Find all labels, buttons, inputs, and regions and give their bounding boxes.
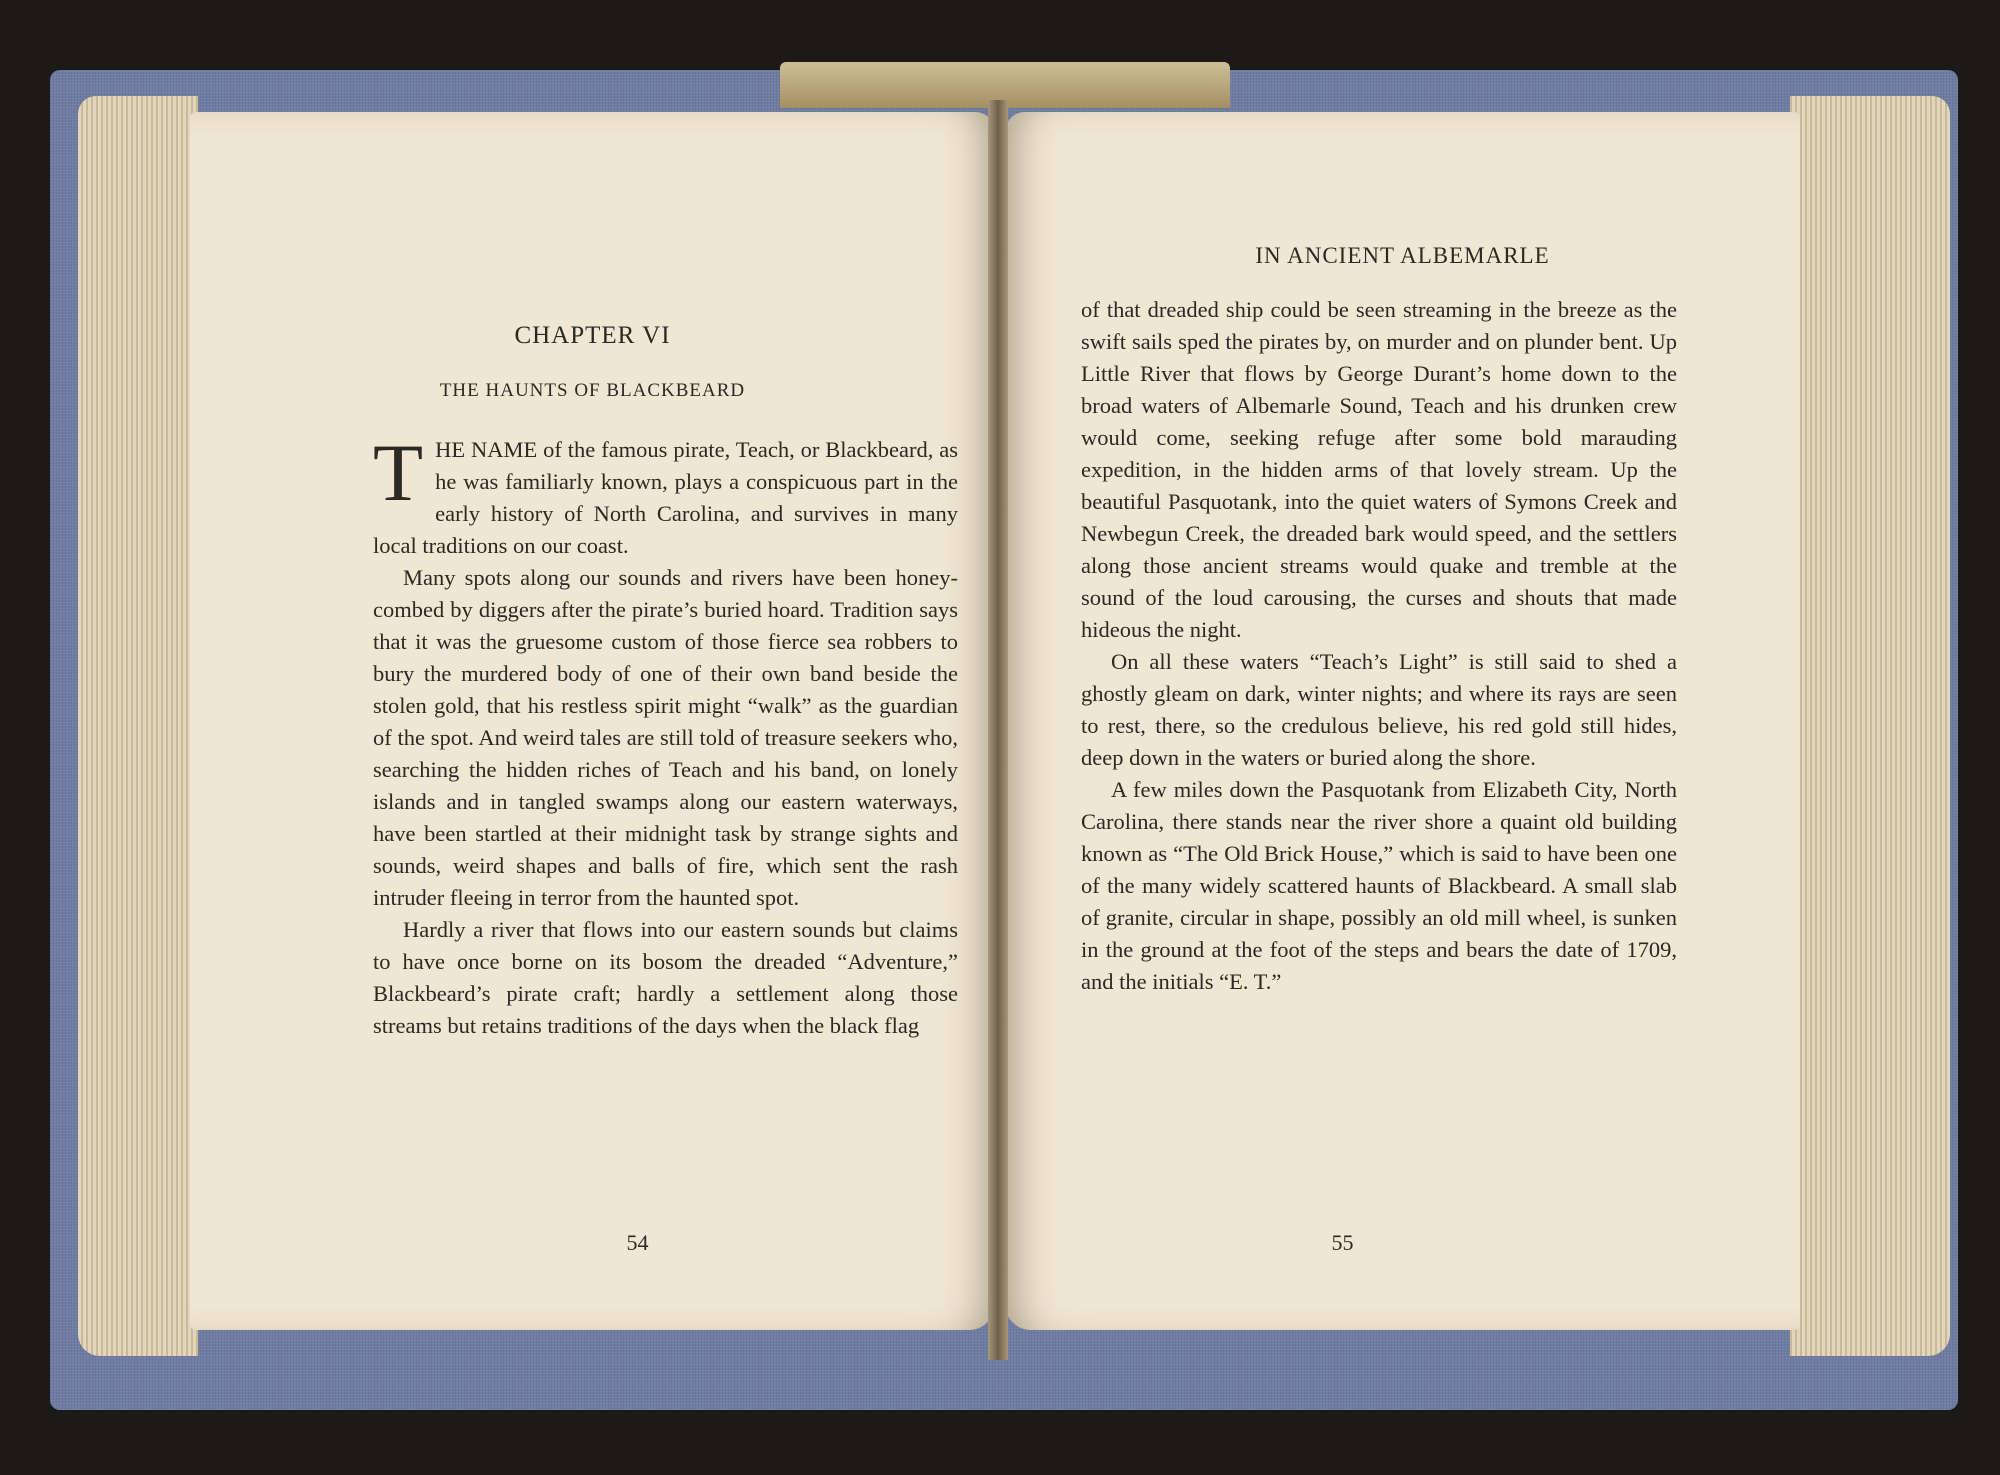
right-page-text	[1081, 294, 1677, 998]
paragraph	[373, 427, 958, 562]
paragraph: of that dreaded ship could be seen streaming in the breeze as the swift sails sped the pirates by, on murder and on plunder bent. Up Little River that flows by George Durant’s home down to the broad waters of Albemarle Sound, Teach and his drunken crew would come, seeking refuge after some bold marauding expedition, in the hidden arms of that lovely stream. Up the beautiful Pasquotank, into the quiet waters of Symons Creek and Newbegun Creek, the dreaded bark would speed, and the settlers along those ancient streams would quake and tremble at the sound of the loud carousing, the curses and shouts that made hideous the night.	[1081, 297, 1677, 642]
page-number: 54	[626, 1230, 649, 1255]
paragraph: Hardly a river that flows into our eastern sounds but claims to have once borne on its bosom the dreaded “Adventure,” Blackbeard’s pirate craft; hardly a settlement along those streams but retains traditions of the days when the black flag	[373, 917, 958, 1038]
book-gutter	[988, 100, 1008, 1360]
page-number: 55	[1331, 1230, 1354, 1255]
paragraph: A few miles down the Pasquotank from Elizabeth City, North Carolina, there stands near the river shore a quaint old building known as “The Old Brick House,” which is said to have been one of the many widely scattered haunts of Blackbeard. A small slab of granite, circular in shape, possibly an old mill wheel, is sunken in the ground at the foot of the steps and bears the date of 1709, and the initials “E. T.”	[1081, 777, 1677, 994]
paragraph: On all these waters “Teach’s Light” is still said to shed a ghostly gleam on dark, winter nights; and where its rays are seen to rest, there, so the credulous believe, his red gold still hides, deep down in the waters or buried along the shore.	[1081, 649, 1677, 770]
right-page-block-edge	[1790, 96, 1950, 1356]
running-head: IN ANCIENT ALBEMARLE	[1255, 243, 1550, 268]
left-page-block-edge	[78, 96, 198, 1356]
left-page	[190, 112, 995, 1330]
right-page	[1005, 112, 1800, 1330]
chapter-subtitle: THE HAUNTS OF BLACKBEARD	[439, 380, 746, 401]
drop-cap: T	[373, 427, 424, 518]
left-page-text	[373, 427, 958, 1042]
paragraph-text: HE NAME of the famous pirate, Teach, or Blackbeard, as he was familiarly known, plays a conspicuous part in the early history of North Carolina, and survives in many local traditions on our coast.	[373, 437, 958, 558]
chapter-heading: CHAPTER VI	[514, 322, 671, 349]
paragraph: Many spots along our sounds and rivers have been honey-combed by diggers after the pirate’s buried hoard. Tradition says that it was the gruesome custom of those fierce sea robbers to bury the murdered body of one of their own band beside the stolen gold, that his restless spirit might “walk” as the guardian of the spot. And weird tales are still told of treasure seekers who, searching the hidden riches of Teach and his band, on lonely islands and in tangled swamps along our eastern waterways, have been startled at their midnight task by strange sights and sounds, weird shapes and balls of fire, which sent the rash intruder fleeing in terror from the haunted spot.	[373, 565, 958, 910]
